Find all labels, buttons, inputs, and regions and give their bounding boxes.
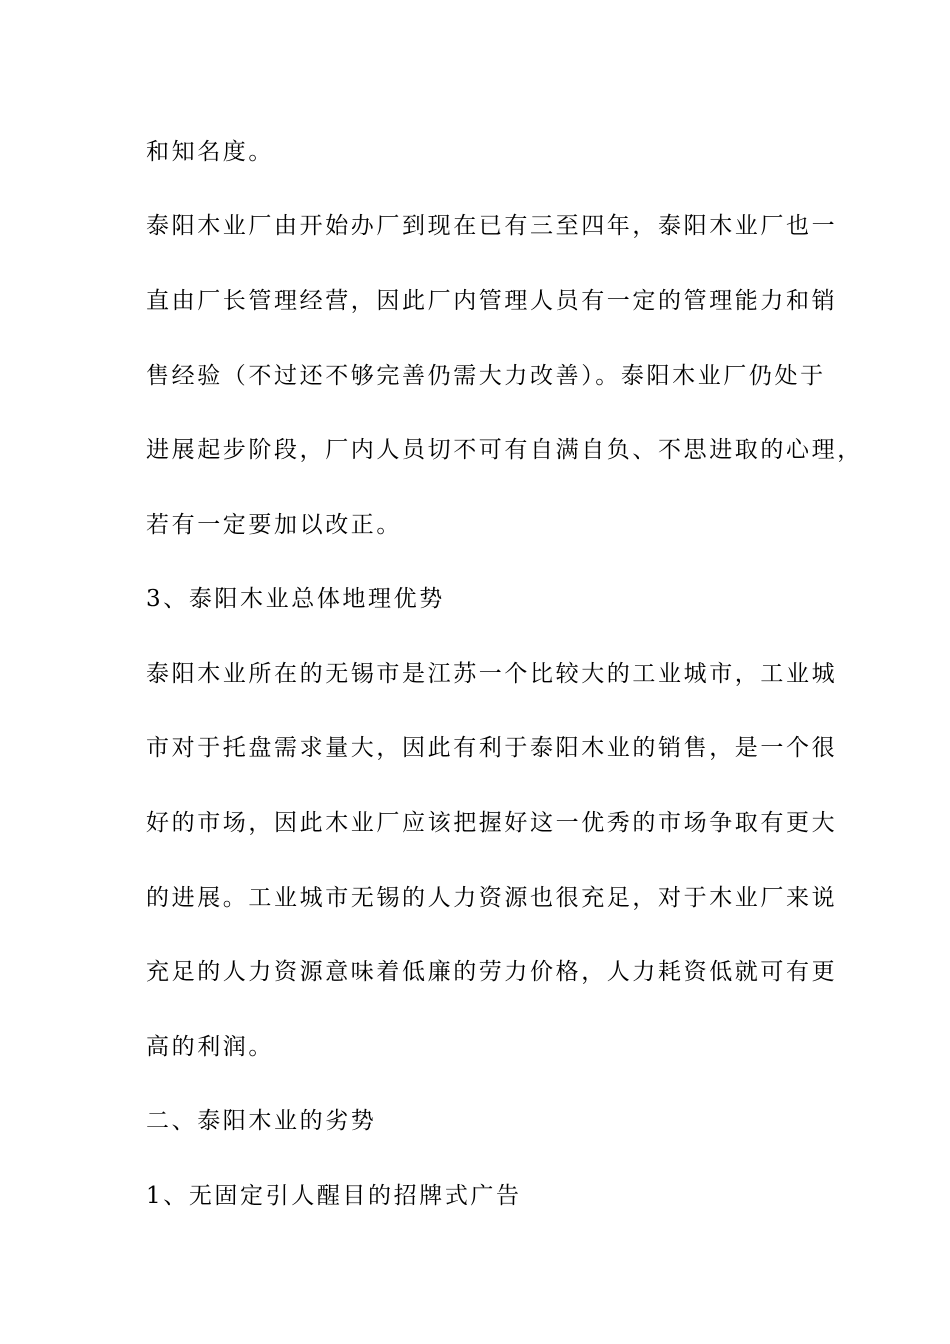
paragraph-line: 泰阳木业所在的无锡市是江苏一个比较大的工业城市，工业城 [146,661,838,687]
paragraph-line: 充足的人力资源意味着低廉的劳力价格，人力耗资低就可有更 [146,959,838,985]
paragraph-line: 市对于托盘需求量大，因此有利于泰阳木业的销售，是一个很 [146,735,838,761]
paragraph-line: 好的市场，因此木业厂应该把握好这一优秀的市场争取有更大 [146,810,838,836]
paragraph-line: 的进展。工业城市无锡的人力资源也很充足，对于木业厂来说 [146,885,838,911]
paragraph-line: 进展起步阶段，厂内人员切不可有自满自负、不思进取的心理， [146,437,863,463]
section-heading: 1、无固定引人醒目的招牌式广告 [146,1183,522,1209]
paragraph-line: 和知名度。 [146,139,274,165]
section-heading: 二、泰阳木业的劣势 [146,1108,377,1134]
paragraph-line: 泰阳木业厂由开始办厂到现在已有三至四年，泰阳木业厂也一 [146,213,838,239]
paragraph-line: 直由厂长管理经营，因此厂内管理人员有一定的管理能力和销 [146,288,838,314]
section-heading: 3、泰阳木业总体地理优势 [146,586,445,612]
paragraph-line: 售经验（不过还不够完善仍需大力改善）。泰阳木业厂仍处于 [146,363,826,389]
paragraph-line: 高的利润。 [146,1034,274,1060]
paragraph-line: 若有一定要加以改正。 [146,512,402,538]
